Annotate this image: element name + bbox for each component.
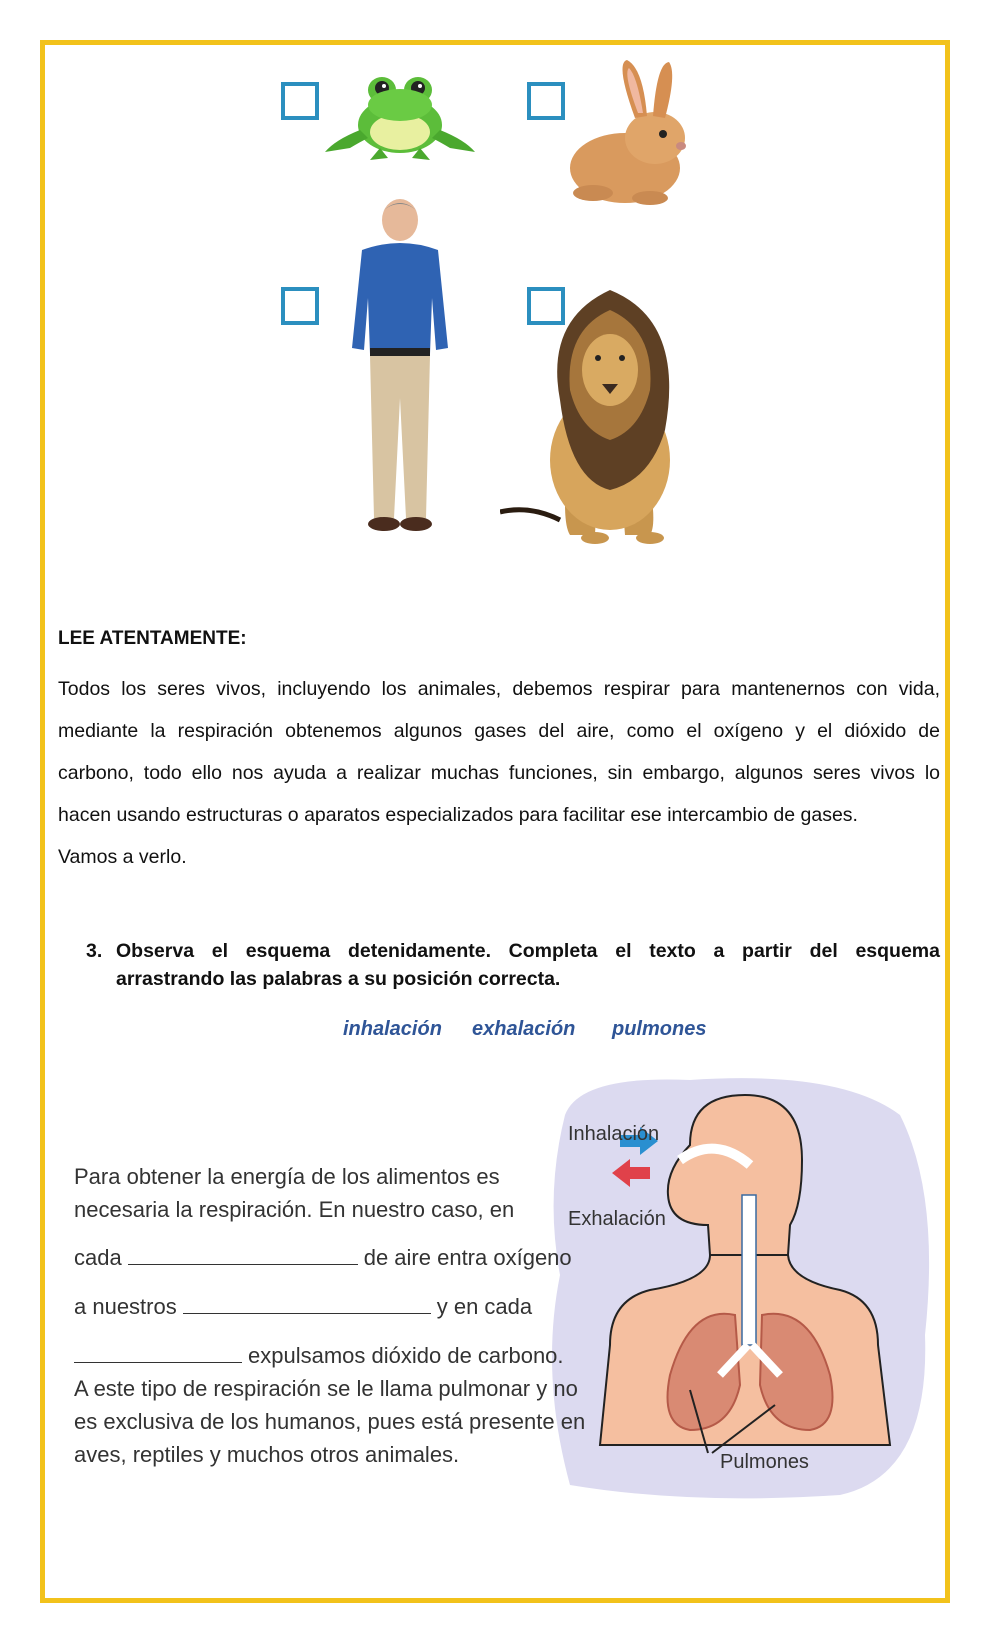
rabbit-image [565,58,695,208]
label-pulmones: Pulmones [720,1451,809,1473]
checkbox-frog[interactable] [281,82,319,120]
read-section-paragraph [58,668,940,878]
cloze-text-fragment: de aire entra oxígeno [363,1245,572,1270]
cloze-line [74,1339,594,1372]
paragraph-line: hacen usando estructuras o aparatos especializados para facilitar ese intercambio de gases. [58,804,858,826]
question-line: Observa el esquema detenidamente. Completa el texto a partir del esquema [116,940,940,962]
checkbox-man[interactable] [281,287,319,325]
cloze-line: necesaria la respiración. En nuestro caso, en [74,1197,515,1222]
paragraph-line: Todos los seres vivos, incluyendo los animales, debemos respirar para mantenernos con vida, [58,678,940,700]
paragraph-line: mediante la respiración obtenemos algunos gases del aire, como el oxígeno y el dióxido de [58,720,940,742]
cloze-line: Para obtener la energía de los alimentos es [74,1164,500,1189]
question-text [116,937,940,993]
paragraph-line: carbono, todo ello nos ayuda a realizar muchas funciones, sin embargo, algunos seres vivos lo [58,762,940,784]
frog-image [320,70,480,162]
blank-2-drop-zone[interactable] [183,1293,431,1314]
draggable-word-pulmones[interactable]: pulmones [612,1018,707,1040]
cloze-text-fragment: a nuestros [74,1294,177,1319]
question-line: arrastrando las palabras a su posición correcta. [116,968,561,990]
read-section-title: LEE ATENTAMENTE: [58,628,247,649]
question-3 [86,937,940,993]
cloze-line [74,1290,594,1323]
draggable-word-inhalacion[interactable]: inhalación [343,1018,442,1040]
word-bank [0,1018,1000,1048]
lion-image [500,280,710,550]
cloze-line: A este tipo de respiración se le llama pulmonar y no [74,1376,578,1401]
draggable-word-exhalacion[interactable]: exhalación [472,1018,576,1040]
cloze-text [74,1160,594,1471]
cloze-line: es exclusiva de los humanos, pues está presente en [74,1409,586,1434]
man-image [340,198,460,544]
blank-1-drop-zone[interactable] [128,1244,358,1265]
cloze-text-fragment: cada [74,1245,122,1270]
cloze-text-fragment: expulsamos dióxido de carbono. [248,1343,564,1368]
blank-3-drop-zone[interactable] [74,1342,242,1363]
question-number: 3. [86,940,103,962]
cloze-line [74,1241,594,1274]
label-exhalacion: Exhalación [568,1208,666,1230]
cloze-line: aves, reptiles y muchos otros animales. [74,1442,460,1467]
checkbox-rabbit[interactable] [527,82,565,120]
paragraph-line: Vamos a verlo. [58,846,187,868]
cloze-text-fragment: y en cada [436,1294,533,1319]
label-inhalacion: Inhalación [568,1123,660,1145]
